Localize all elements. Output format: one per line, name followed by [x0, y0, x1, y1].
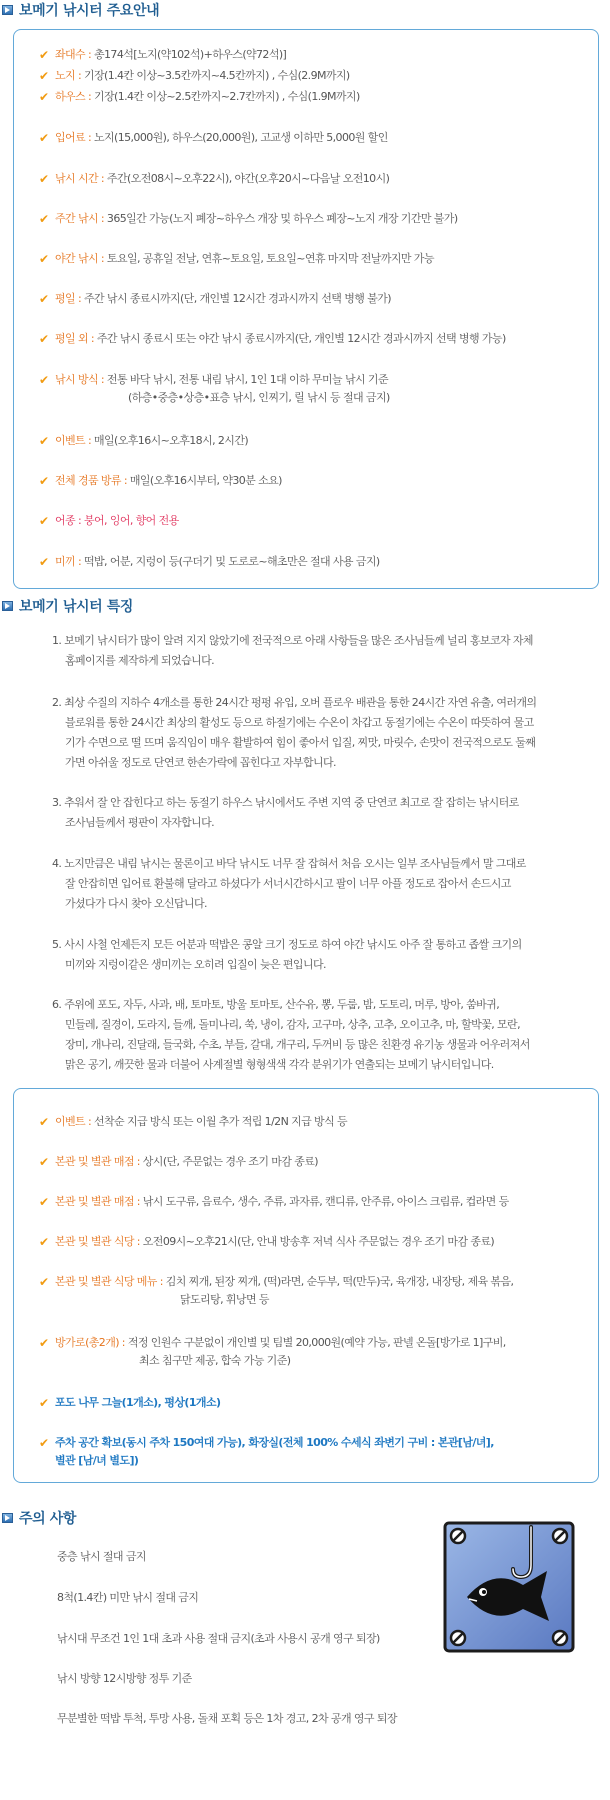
feature-paragraph-2: 2. 최상 수질의 지하수 4개소를 통한 24시간 펑펑 유입, 오버 플로우 배관을 통한 24시간 자연 유출, 여러개의 블로워를 통한 24시간 최상의 활성도 등으로 하절기에는 수온이 차갑고 동절기에는 수온이 따뜻하여 물고 기가 수면으로 떨 뜨며 움직임이 매우 활발하여 힘이 좋아서 입질, 찌맛, 마릿수, 손맛이 전국적으로도 둘째 가면 아쉬울 정도로 단연코 한손가락에 꼽힌다고 자부합니다.: [52, 696, 537, 769]
section-arrow-icon: [2, 601, 13, 611]
facility-row-bungalow: ✔ 방가로(총2개) : 적정 인원수 구분없이 개인별 및 팀별 20,000원(예약 가능, 판넬 온돌[방가로 1]구비, 최소 침구만 제공, 합숙 가능 기준): [39, 1336, 506, 1367]
checkmark-icon: ✔: [39, 373, 49, 387]
section-title-text: 주의 사항: [19, 1511, 76, 1527]
info-row-day-fishing: ✔ 주간 낚시 : 365일간 가능(노지 폐장~하우스 개장 및 하우스 폐장~노지 개장 기간만 불가): [39, 212, 458, 226]
info-row-non-weekday: ✔ 평일 외 : 주간 낚시 종료시 또는 야간 낚시 종료시까지(단, 개인별 12시간 경과시까지 선택 병행 가능): [39, 332, 506, 346]
checkmark-icon: ✔: [39, 1195, 49, 1209]
facilities-box: [13, 1088, 599, 1483]
info-row-house: ✔ 하우스 : 기장(1.4칸 이상~2.5칸까지~2.7칸까지) , 수심(1.9M까지): [39, 90, 360, 104]
section-title-features: [2, 596, 133, 616]
checkmark-icon: ✔: [39, 332, 49, 346]
feature-paragraph-3: 3. 추워서 잘 안 잡힌다고 하는 동절기 하우스 낚시에서도 주변 지역 중 단연코 최고로 잘 잡히는 낚시터로 조사님들께서 평판이 자자합니다.: [52, 796, 519, 829]
info-row-outdoor: ✔ 노지 : 기장(1.4칸 이상~3.5칸까지~4.5칸까지) , 수심(2.9M까지): [39, 69, 350, 83]
info-row-time: ✔ 낚시 시간 : 주간(오전08시~오후22시), 야간(오후20시~다음날 오전10시): [39, 172, 390, 186]
feature-paragraph-6: 6. 주위에 포도, 자두, 사과, 배, 토마토, 방울 토마토, 산수유, 뽕, 두룹, 밤, 도토리, 머루, 방아, 쑴바귀, 민들레, 질경이, 도라지, 들깨, 돌미나리, 쑥, 냉이, 감자, 고구마, 상추, 고추, 오이고추, 마, 할박꽃, 모란, 장미, 개나리, 진달래, 들국화, 수초, 부들, 갈대, 개구리, 두꺼비 등 많은 친환경 유기농 생물과 어우러져서 맑은 공기, 깨끗한 물과 더불어 사계절별 형형색색 각각 분위기가 연출되는 보메기 낚시터입니다.: [52, 998, 530, 1071]
checkmark-icon: ✔: [39, 131, 49, 145]
section-title-text: 보메기 낚시터 주요안내: [19, 3, 160, 19]
facility-row-store-items: ✔ 본관 및 별관 매점 : 낚시 도구류, 음료수, 생수, 주류, 과자류, 캔디류, 안주류, 아이스 크림류, 컵라면 등: [39, 1195, 509, 1209]
checkmark-icon: ✔: [39, 172, 49, 186]
caution-item: 낚시 방향 12시방향 정투 기준: [57, 1672, 192, 1685]
checkmark-icon: ✔: [39, 48, 49, 62]
facility-row-restaurant-hours: ✔ 본관 및 별관 식당 : 오전09시~오후21시(단, 안내 방송후 저녁 식사 주문없는 경우 조기 마감 종료): [39, 1235, 495, 1249]
caution-item: 중층 낚시 절대 금지: [57, 1550, 146, 1563]
info-row-night-fishing: ✔ 야간 낚시 : 토요일, 공휴일 전날, 연휴~토요일, 토요일~연휴 마지막 전날까지만 가능: [39, 252, 434, 266]
section-arrow-icon: [2, 1513, 13, 1523]
checkmark-icon: ✔: [39, 434, 49, 448]
checkmark-icon: ✔: [39, 1436, 49, 1450]
facility-row-store-hours: ✔ 본관 및 별관 매점 : 상시(단, 주문없는 경우 조기 마감 종료): [39, 1155, 318, 1169]
info-row-method: ✔ 낚시 방식 : 전통 바닥 낚시, 전통 내림 낚시, 1인 1대 이하 무미늘 낚시 기준 (하층•중층•상층•표층 낚시, 인찌기, 릴 낚시 등 절대 금지): [39, 373, 390, 404]
caution-item: 8척(1.4칸) 미만 낚시 절대 금지: [57, 1591, 199, 1604]
feature-paragraph-4: 4. 노지만큼은 내림 낚시는 물론이고 바닥 낚시도 너무 잘 잡혀서 처음 오시는 일부 조사님들께서 말 그대로 잘 안잡히면 입어료 환불해 달라고 하셨다가 서너시간하시고 팔이 너무 아플 정도로 잡아서 손드시고 가셨다가 다시 찾아 오신답니다.: [52, 857, 526, 910]
facility-row-event: ✔ 이벤트 : 선착순 지급 방식 또는 이월 추가 적립 1/2N 지급 방식 등: [39, 1115, 348, 1129]
no-fishing-sign-icon: [443, 1521, 575, 1656]
checkmark-icon: ✔: [39, 1235, 49, 1249]
section-title-cautions: [2, 1508, 76, 1528]
checkmark-icon: ✔: [39, 292, 49, 306]
checkmark-icon: ✔: [39, 555, 49, 569]
checkmark-icon: ✔: [39, 212, 49, 226]
checkmark-icon: ✔: [39, 474, 49, 488]
info-row-weekday: ✔ 평일 : 주간 낚시 종료시까지(단, 개인별 12시간 경과시까지 선택 병행 불가): [39, 292, 391, 306]
section-arrow-icon: [2, 5, 13, 15]
checkmark-icon: ✔: [39, 90, 49, 104]
info-row-fish-species: ✔ 어종 : 붕어, 잉어, 향어 전용: [39, 514, 179, 528]
checkmark-icon: ✔: [39, 1275, 49, 1289]
facility-row-restaurant-menu: ✔ 본관 및 별관 식당 메뉴 : 김치 찌개, 된장 찌개, (떡)라면, 순두부, 떡(만두)국, 육개장, 내장탕, 제육 볶음, 닭도리탕, 휘낭면 등: [39, 1275, 514, 1306]
section-title-text: 보메기 낚시터 특징: [19, 599, 133, 615]
facility-row-shade: ✔ 포도 나무 그늘(1개소), 평상(1개소): [39, 1396, 221, 1410]
info-row-bait: ✔ 미끼 : 떡밥, 어분, 지렁이 등(구더기 및 도로로~해초만은 절대 사용 금지): [39, 555, 380, 569]
checkmark-icon: ✔: [39, 514, 49, 528]
info-row-seats: ✔ 좌대수 : 총174석[노지(약102석)+하우스(약72석)]: [39, 48, 287, 62]
info-row-prize-release: ✔ 전체 경품 방류 : 매일(오후16시부터, 약30분 소요): [39, 474, 282, 488]
caution-item: 낚시대 무조건 1인 1대 초과 사용 절대 금지(초과 사용시 공개 영구 퇴장): [57, 1632, 380, 1645]
checkmark-icon: ✔: [39, 1336, 49, 1350]
section-title-main-info: [2, 0, 159, 20]
checkmark-icon: ✔: [39, 1396, 49, 1410]
feature-paragraph-5: 5. 사시 사철 언제든지 모든 어분과 떡밥은 콩알 크기 정도로 하여 야간 낚시도 아주 잘 통하고 좁쌀 크기의 미끼와 지렁이같은 생미끼는 오히려 입질이 늦은 편입니다.: [52, 938, 522, 971]
main-info-box: [13, 29, 599, 589]
checkmark-icon: ✔: [39, 1155, 49, 1169]
checkmark-icon: ✔: [39, 1115, 49, 1129]
facility-row-parking: ✔ 주차 공간 확보(동시 주차 150여대 가능), 화장실(전체 100% 수세식 좌변기 구비 : 본관[남/녀], 별관 [남/녀 별도]): [39, 1436, 494, 1467]
feature-paragraph-1: 1. 보메기 낚시터가 많이 알려 지지 않았기에 전국적으로 아래 사항들을 많은 조사님들께 널리 홍보코자 자체 홈페이지를 제작하게 되었습니다.: [52, 634, 533, 667]
caution-item: 무분별한 떡밥 투척, 투망 사용, 돌채 포획 등은 1차 경고, 2차 공개 영구 퇴장: [57, 1712, 397, 1725]
checkmark-icon: ✔: [39, 252, 49, 266]
info-row-event: ✔ 이벤트 : 매일(오후16시~오후18시, 2시간): [39, 434, 249, 448]
checkmark-icon: ✔: [39, 69, 49, 83]
info-row-fee: ✔ 입어료 : 노지(15,000원), 하우스(20,000원), 고교생 이하만 5,000원 할인: [39, 131, 388, 145]
